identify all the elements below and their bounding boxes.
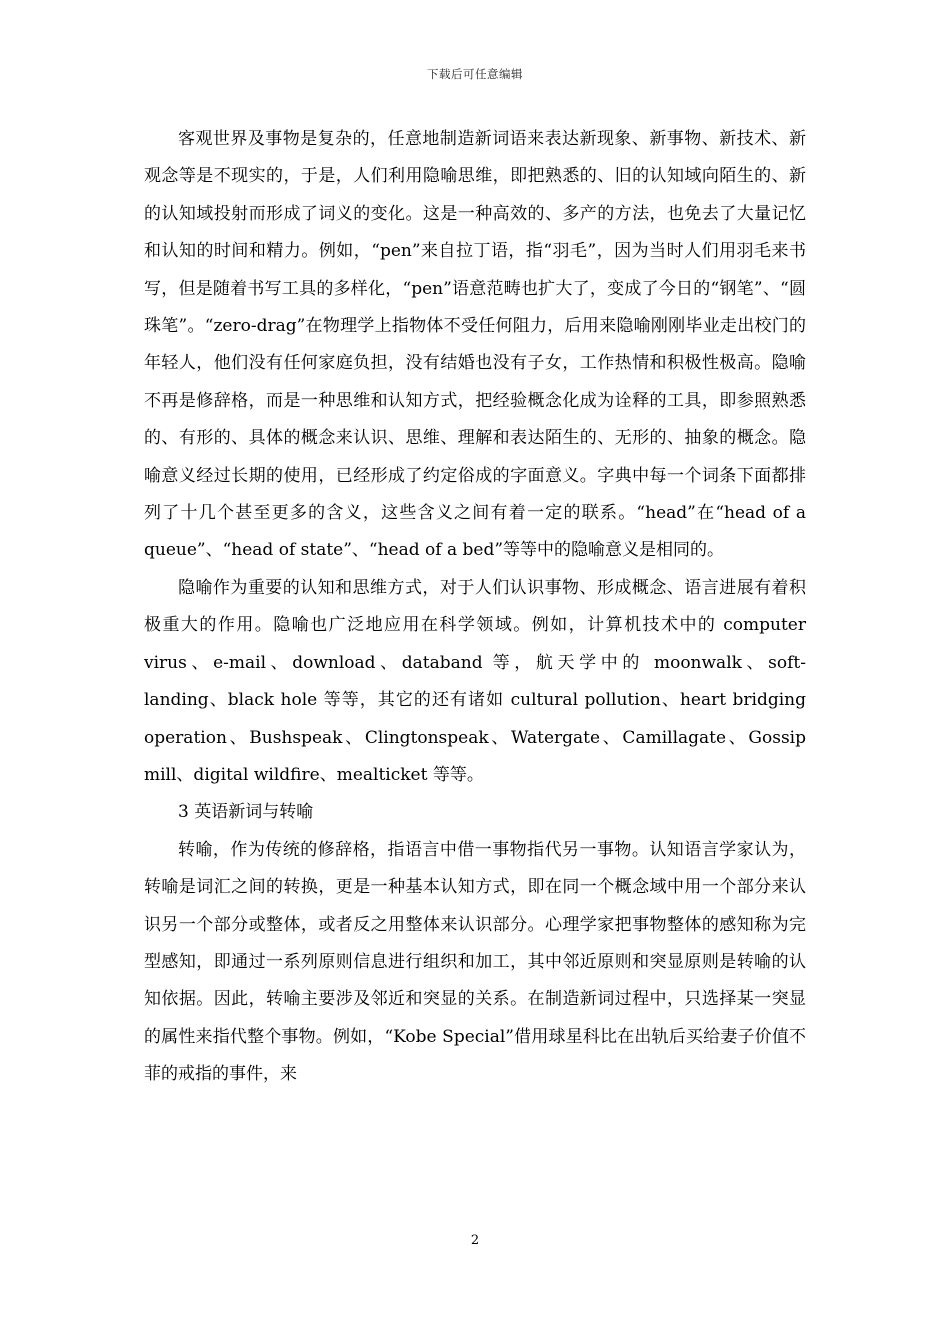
paragraph-metaphor-science: 隐喻作为重要的认知和思维方式，对于人们认识事物、形成概念、语言进展有着积极重大的作用。隐喻也广泛地应用在科学领域。例如，计算机技术中的 computer virus、e-mail、download、databand 等，航天学中的 moonwalk、soft-landing、black hole 等等，其它的还有诸如 cultural pollution、heart bridging operation、Bushspeak、Clingtonspeak、Watergate、Camillagate、Gossip mill、digital wildfire、mealticket 等等。 bbox=[144, 577, 806, 785]
document-body bbox=[144, 121, 806, 1094]
paragraph-metonymy: 转喻，作为传统的修辞格，指语言中借一事物指代另一事物。认知语言学家认为，转喻是词汇之间的转换，更是一种基本认知方式，即在同一个概念域中用一个部分来认识另一个部分或整体，或者反之用整体来认识部分。心理学家把事物整体的感知称为完型感知，即通过一系列原则信息进行组织和加工，其中邻近原则和突显原则是转喻的认知依据。因此，转喻主要涉及邻近和突显的关系。在制造新词过程中，只选择某一突显的属性来指代整个事物。例如，“Kobe Special”借用球星科比在出轨后买给妻子价值不菲的戒指的事件，来 bbox=[144, 839, 806, 1085]
page-number: 2 bbox=[470, 1233, 480, 1248]
page-header: 下载后可任意编辑 bbox=[427, 67, 523, 81]
paragraph-metaphor-intro: 客观世界及事物是复杂的，任意地制造新词语来表达新现象、新事物、新技术、新观念等是不现实的，于是，人们利用隐喻思维，即把熟悉的、旧的认知域向陌生的、新的认知域投射而形成了词义的变化。这是一种高效的、多产的方法，也免去了大量记忆和认知的时间和精力。例如，“pen”来自拉丁语，指“羽毛”，因为当时人们用羽毛来书写，但是随着书写工具的多样化，“pen”语意范畴也扩大了，变成了今日的“钢笔”、“圆珠笔”。“zero-drag”在物理学上指物体不受任何阻力，后用来隐喻刚刚毕业走出校门的年轻人，他们没有任何家庭负担，没有结婚也没有子女，工作热情和积极性极高。隐喻不再是修辞格，而是一种思维和认知方式，把经验概念化成为诠释的工具，即参照熟悉的、有形的、具体的概念来认识、思维、理解和表达陌生的、无形的、抽象的概念。隐喻意义经过长期的使用，已经形成了约定俗成的字面意义。字典中每一个词条下面都排列了十几个甚至更多的含义，这些含义之间有着一定的联系。“head”在“head of a queue”、“head of state”、“head of a bed”等等中的隐喻意义是相同的。 bbox=[144, 129, 806, 561]
section-heading-metonymy: 3 英语新词与转喻 bbox=[178, 802, 314, 823]
